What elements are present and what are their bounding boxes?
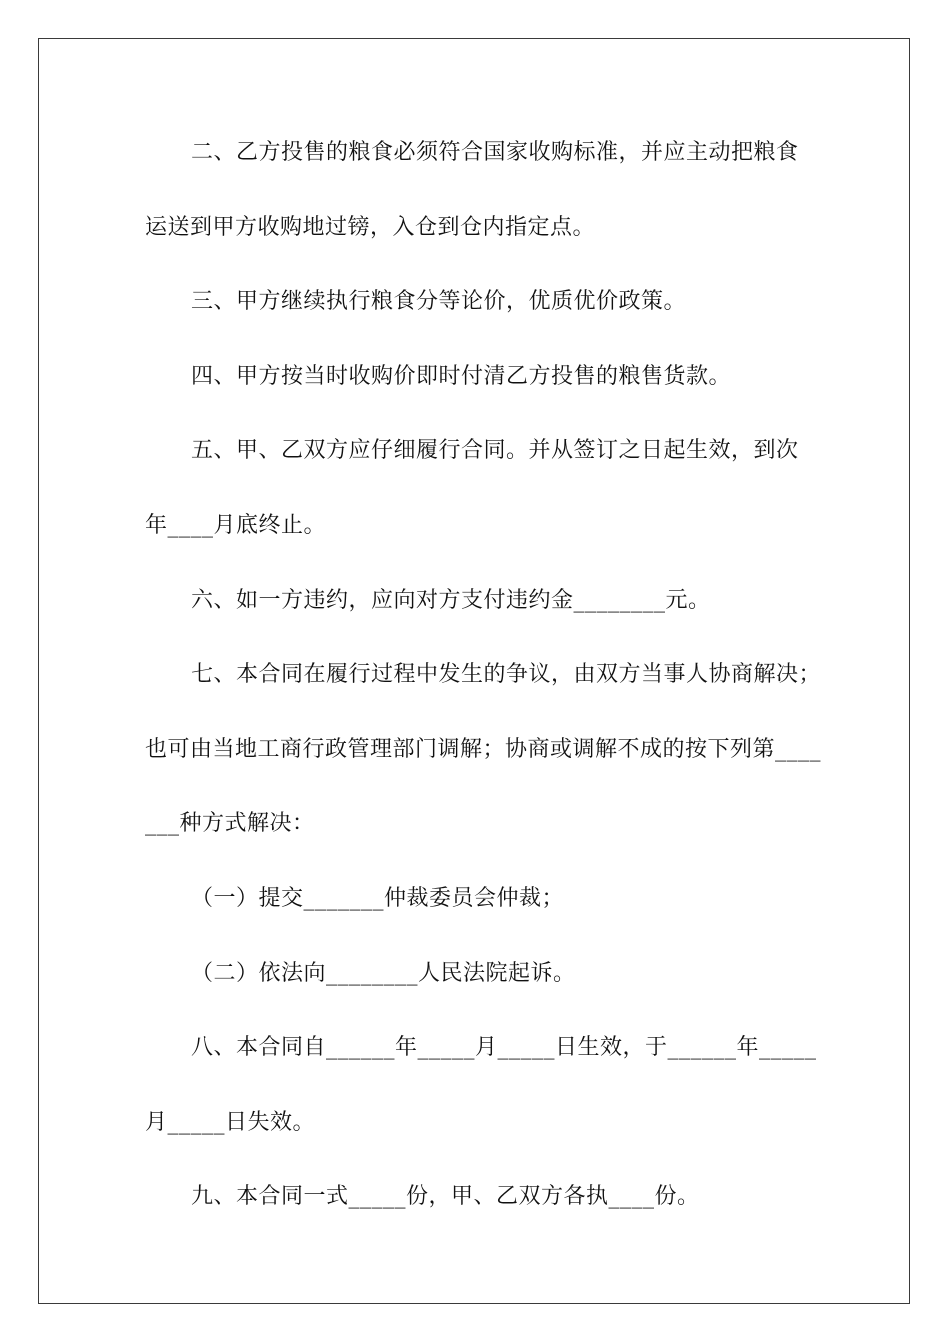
clause-7-line-3: ___种方式解决：: [145, 811, 315, 837]
clause-8-line-2: 月_____日失效。: [145, 1109, 316, 1135]
clause-2-line-2: 运送到甲方收购地过镑，入仓到仓内指定点。: [145, 214, 596, 240]
clause-6: 六、如一方违约，应向对方支付违约金________元。: [191, 587, 711, 613]
clause-7-line-1: 七、本合同在履行过程中发生的争议，由双方当事人协商解决；: [191, 662, 822, 688]
clause-5-line-1: 五、甲、乙双方应仔细履行合同。并从签订之日起生效，到次: [191, 438, 799, 464]
document-body: [145, 128, 822, 1247]
clause-2-line-1: 二、乙方投售的粮食必须符合国家收购标准，并应主动把粮食: [191, 140, 799, 165]
clause-5-line-2: 年____月底终止。: [145, 512, 327, 538]
clause-4: 四、甲方按当时收购价即时付清乙方投售的粮售货款。: [191, 363, 732, 389]
clause-3: 三、甲方继续执行粮食分等论价，优质优价政策。: [191, 289, 687, 315]
clause-7-option-2: （二）依法向________人民法院起诉。: [191, 960, 576, 986]
clause-7-line-2: 也可由当地工商行政管理部门调解；协商或调解不成的按下列第____: [145, 736, 822, 762]
clause-7-option-1: （一）提交_______仲裁委员会仲裁；: [191, 885, 565, 911]
clause-8-line-1: 八、本合同自______年_____月_____日生效，于______年_____: [191, 1035, 817, 1061]
clause-9: 九、本合同一式_____份，甲、乙双方各执____份。: [191, 1184, 700, 1210]
